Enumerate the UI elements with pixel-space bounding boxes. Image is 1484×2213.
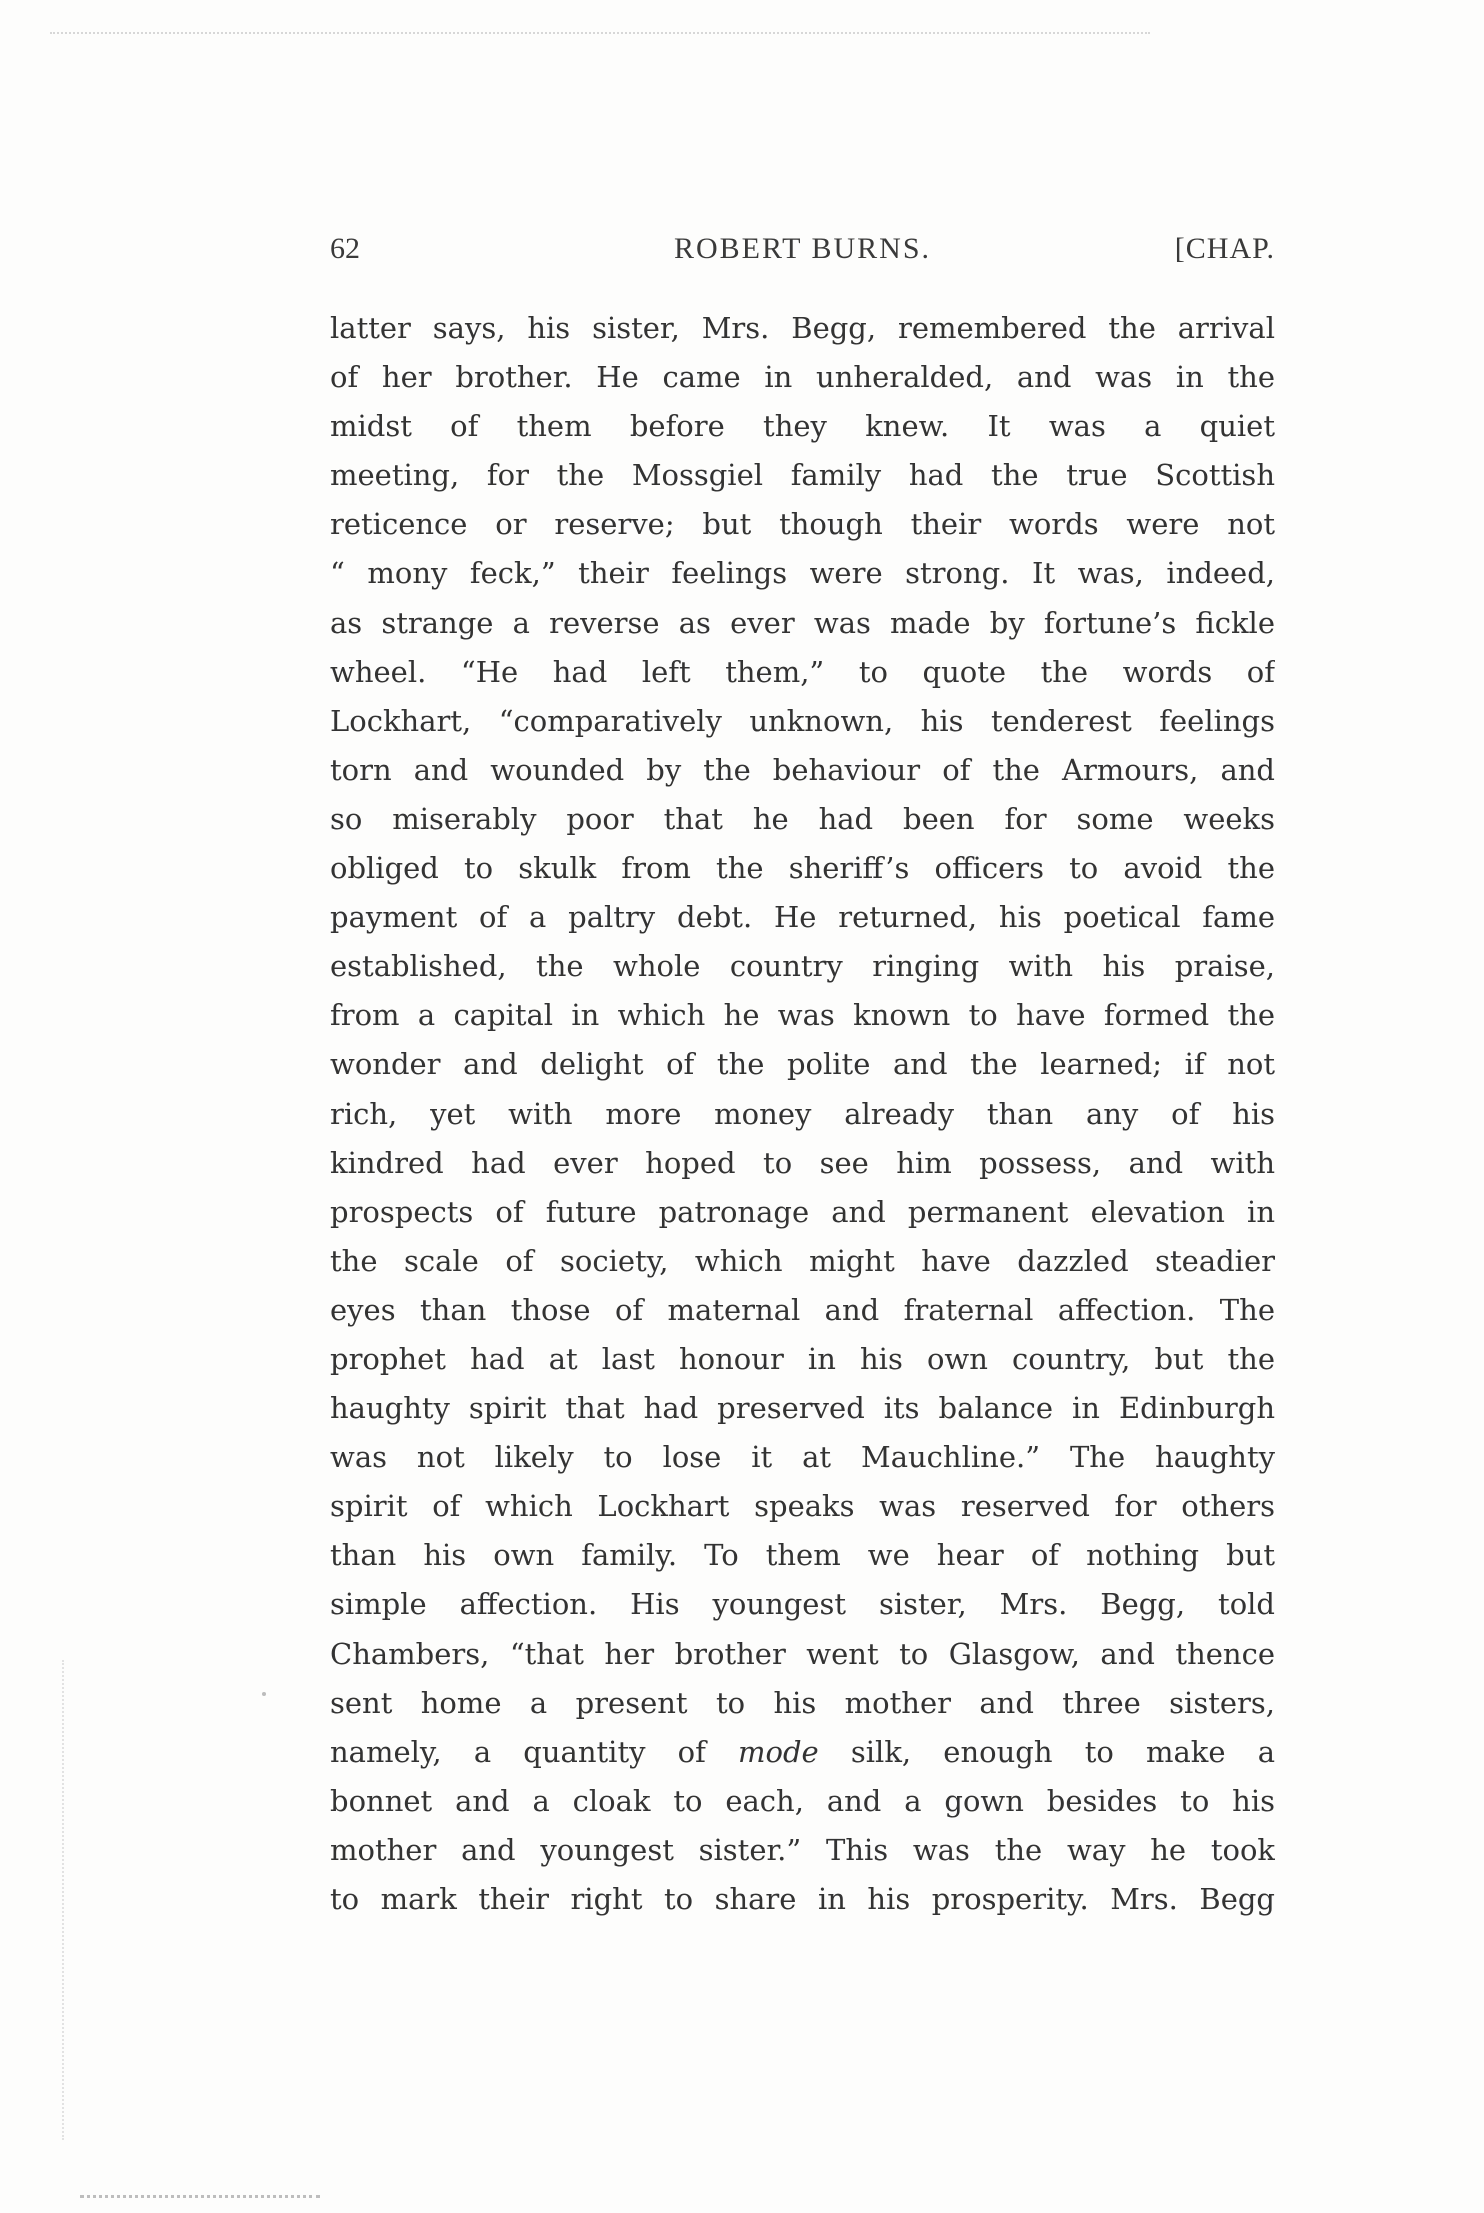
scan-speck [262,1692,266,1696]
text-line: payment of a paltry debt. He returned, his poetical fame [330,900,1275,935]
text-line: so miserably poor that he had been for some weeks [330,801,1275,836]
scan-artifact-bottom [80,2195,320,2198]
text-line: wheel. “He had left them,” to quote the words of [330,654,1275,689]
text-line: “ mony feck,” their feelings were strong. It was, indeed, [330,556,1275,591]
text-line: wonder and delight of the polite and the learned; if not [330,1047,1275,1082]
text-line: torn and wounded by the behaviour of the Armours, and [330,752,1275,787]
running-title: ROBERT BURNS. [673,232,932,265]
text-line: haughty spirit that had preserved its balance in Edinburgh [330,1391,1275,1426]
text-segment: namely, a quantity of [330,1734,739,1769]
text-line: Chambers, “that her brother went to Glasgow, and thence [330,1636,1275,1671]
text-line: reticence or reserve; but though their words were not [330,507,1275,542]
text-line: as strange a reverse as ever was made by fortune’s fickle [330,605,1275,640]
text-line: midst of them before they knew. It was a quiet [330,409,1275,444]
text-segment: silk, enough to make a [818,1734,1275,1769]
scan-artifact-margin [62,1660,64,2140]
text-line: obliged to skulk from the sheriff’s officers to avoid the [330,851,1275,886]
text-line: simple affection. His youngest sister, Mrs. Begg, told [330,1587,1275,1622]
text-line: rich, yet with more money already than any of his [330,1096,1275,1131]
text-line: to mark their right to share in his prosperity. Mrs. Begg [330,1882,1275,1916]
text-line: latter says, his sister, Mrs. Begg, remembered the arrival [330,311,1275,345]
text-line: Lockhart, “comparatively unknown, his tenderest feelings [330,703,1275,738]
body-text [330,304,1275,1924]
text-line: from a capital in which he was known to have formed the [330,998,1275,1033]
text-line: kindred had ever hoped to see him possess, and with [330,1145,1275,1180]
text-line-with-italic [330,1728,1275,1777]
text-line: prospects of future patronage and permanent elevation in [330,1194,1275,1229]
text-line: established, the whole country ringing with his praise, [330,949,1275,984]
page-number: 62 [330,232,360,265]
text-line: than his own family. To them we hear of nothing but [330,1538,1275,1573]
text-line: spirit of which Lockhart speaks was reserved for others [330,1489,1275,1524]
text-line: prophet had at last honour in his own country, but the [330,1341,1275,1376]
chapter-label: [CHAP. [1174,232,1275,265]
text-line: eyes than those of maternal and fraternal affection. The [330,1292,1275,1327]
italic-word: mode [738,1734,819,1769]
text-line: meeting, for the Mossgiel family had the true Scottish [330,458,1275,493]
text-line: the scale of society, which might have dazzled steadier [330,1243,1275,1278]
text-line: was not likely to lose it at Mauchline.” The haughty [330,1440,1275,1475]
text-line: bonnet and a cloak to each, and a gown besides to his [330,1783,1275,1818]
running-header [330,232,1275,272]
scan-artifact-top [50,32,1150,34]
text-line: mother and youngest sister.” This was the way he took [330,1832,1275,1867]
text-line: sent home a present to his mother and three sisters, [330,1685,1275,1720]
text-line: of her brother. He came in unheralded, and was in the [330,360,1275,395]
